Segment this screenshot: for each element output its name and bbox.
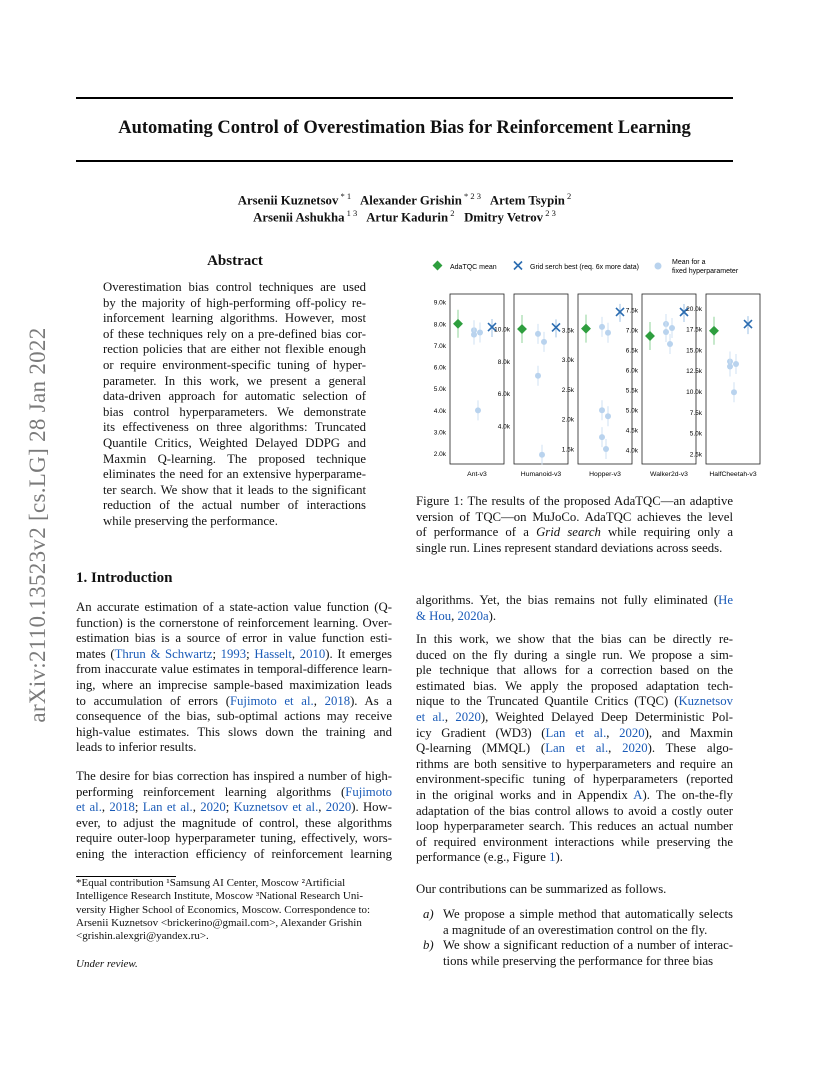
text-line: version of TQC—on MuJoCo. AdaTQC achieves the level xyxy=(416,509,733,524)
adatqc-mean-marker xyxy=(517,324,527,334)
fixed-hyperparameter-point xyxy=(605,330,611,336)
text-line: Overestimation bias control techniques are used xyxy=(103,280,366,294)
citation-link[interactable]: Lan et al. xyxy=(545,725,607,740)
citation-link[interactable]: 2018 xyxy=(109,800,135,815)
footnote xyxy=(76,877,394,943)
text-line: Figure 1: The results of the proposed AdaTQC—an adaptive xyxy=(416,494,733,508)
y-tick-label: 3.0k xyxy=(433,429,446,437)
panel-label: Walker2d-v3 xyxy=(650,471,688,478)
panel-label: Ant-v3 xyxy=(467,471,487,478)
text-line: icy Gradient (WD3) (Lan et al., 2020), and Maxmin xyxy=(416,725,733,740)
contribution-list xyxy=(416,907,733,969)
text-line: environment-specific tuning of hyperparameters (reported xyxy=(416,772,733,787)
fixed-hyperparameter-point xyxy=(599,434,605,440)
footnote-line: <grishin.alexgri@yandex.ru>. xyxy=(76,930,209,943)
citation-link[interactable]: 2020 xyxy=(455,709,481,724)
intro-right-paragraph-1 xyxy=(416,632,733,866)
arxiv-stamp: arXiv:2110.13523v2 [cs.LG] 28 Jan 2022 xyxy=(25,327,50,723)
text-line: performance (e.g., Figure 1). xyxy=(416,850,563,865)
fixed-hyperparameter-point xyxy=(733,361,739,367)
figure-1-chart xyxy=(410,254,757,484)
text-line: Maxmin Q-learning. The proposed technique xyxy=(103,451,366,466)
footnote-line: versity Higher School of Economics, Moscow. Correspondence to: xyxy=(76,903,371,916)
text-line: ing, where an imprecise sample-based maximization leads xyxy=(76,677,392,692)
title-bottom-rule xyxy=(76,160,733,162)
citation-link[interactable]: 2020 xyxy=(619,725,645,740)
y-tick-label: 5.5k xyxy=(625,387,638,395)
text-line: tions while preserving the performance for three bias xyxy=(443,953,714,968)
citation-link[interactable]: 2020 xyxy=(200,800,226,815)
text-line: eliminates the need for an extensive hyperparame- xyxy=(103,467,366,482)
panel-label: Humanoid-v3 xyxy=(520,471,562,478)
legend-label: AdaTQC mean xyxy=(450,264,497,271)
text-line: rithms are both sensitive to hyperparameters and require an xyxy=(416,756,733,771)
footnote-line: Intelligence Research Institute, Moscow ³National Research Uni- xyxy=(76,890,364,903)
text-line: adaptation of the bias control allows to avoid a costly outer xyxy=(416,803,733,818)
citation-link[interactable]: Kuznetsov et al. xyxy=(233,800,319,815)
text-line: of these techniques rely on a pre-defined bias cor- xyxy=(103,326,366,341)
y-tick-label: 6.0k xyxy=(433,364,446,372)
y-tick-label: 7.0k xyxy=(625,327,638,335)
footnote-line: Arsenii Kuznetsov <brickerino@gmail.com>, Alexander Grishin xyxy=(76,916,362,929)
citation-link[interactable]: Fujimoto xyxy=(345,784,392,799)
legend-dot-marker xyxy=(655,263,662,270)
y-tick-label: 7.0k xyxy=(433,342,446,350)
text-line: in the original works and in Appendix A). The on-the-fly xyxy=(416,787,733,802)
list-marker: a) xyxy=(423,907,434,921)
y-tick-label: 2.0k xyxy=(433,451,446,459)
y-tick-label: 6.5k xyxy=(625,347,638,355)
y-tick-label: 10.0k xyxy=(686,388,702,396)
fixed-hyperparameter-point xyxy=(605,413,611,419)
citation-link[interactable]: A xyxy=(633,787,643,802)
author-name: Arsenii Ashukha xyxy=(253,210,345,225)
intro-right-paragraph-2: Our contributions can be summarized as follows. xyxy=(416,882,667,896)
text-line: its effectiveness on three algorithms: Truncated xyxy=(103,420,366,435)
text-line: ening the interaction efficiency of reinforcement learning xyxy=(76,846,392,861)
list-marker: b) xyxy=(423,938,434,953)
text-line: high-value estimates. This slows down the training and xyxy=(76,724,392,739)
abstract-heading: Abstract xyxy=(207,253,263,269)
citation-link[interactable]: 2020a xyxy=(457,608,489,623)
text-line: ple technique that allows for a correction based on the xyxy=(416,663,733,678)
text-line: a magnitude of an overestimation control on the fly. xyxy=(443,922,708,937)
text-line: & Hou, 2020a). xyxy=(416,608,497,623)
citation-link[interactable]: et al. xyxy=(416,709,445,724)
text-line: from inaccurate value estimates in temporal-difference learn- xyxy=(76,662,392,677)
y-tick-label: 7.5k xyxy=(689,409,702,417)
citation-link[interactable]: 2020 xyxy=(622,741,648,756)
text-line: reduction of the actual number of interactions xyxy=(103,498,366,513)
contribution-item xyxy=(416,938,733,969)
author-name: Dmitry Vetrov xyxy=(464,210,544,225)
y-tick-label: 20.0k xyxy=(686,305,702,313)
intro-right-paragraph-0 xyxy=(416,593,733,624)
author-affiliation: * 2 3 xyxy=(461,191,481,201)
citation-link[interactable]: He xyxy=(718,593,733,607)
y-tick-label: 6.0k xyxy=(625,367,638,375)
author-name: Artem Tsypin xyxy=(489,193,565,208)
citation-link[interactable]: 1 xyxy=(549,850,556,865)
citation-link[interactable]: 2018 xyxy=(324,693,351,708)
y-tick-label: 8.0k xyxy=(497,358,510,366)
citation-link[interactable]: 2010 xyxy=(299,646,326,661)
y-tick-label: 1.5k xyxy=(561,446,574,454)
citation-link[interactable]: Hasselt xyxy=(254,646,292,661)
fixed-hyperparameter-point xyxy=(541,339,547,345)
authors-line-1 xyxy=(76,191,733,208)
introduction-heading: 1. Introduction xyxy=(76,570,173,586)
y-tick-label: 2.5k xyxy=(561,386,574,394)
text-line: duced on the fly during a single run. We propose a sim- xyxy=(416,647,733,662)
text-line: et al., 2018; Lan et al., 2020; Kuznetsov et al., 2020). How- xyxy=(76,800,393,815)
intro-paragraph-2 xyxy=(76,769,392,863)
citation-link[interactable]: & Hou xyxy=(416,608,452,623)
text-line: performing reinforcement learning algorithms (Fujimoto xyxy=(76,784,392,799)
adatqc-mean-marker xyxy=(645,331,655,341)
y-tick-label: 6.0k xyxy=(497,391,510,399)
fixed-hyperparameter-point xyxy=(535,331,541,337)
legend-label: Grid serch best (req. 6x more data) xyxy=(530,264,639,271)
text-line: rection policies that are either not flexible enough xyxy=(103,342,366,357)
fixed-hyperparameter-point xyxy=(471,332,477,338)
y-tick-label: 10.0k xyxy=(494,326,510,334)
panel-frame xyxy=(642,294,696,464)
text-line: ever, to adjust the magnitude of control, these algorithms xyxy=(76,815,392,830)
contribution-item xyxy=(416,907,733,938)
y-tick-label: 3.5k xyxy=(561,327,574,335)
fixed-hyperparameter-point xyxy=(599,324,605,330)
text-line: We propose a simple method that automatically selects xyxy=(443,907,733,921)
fixed-hyperparameter-point xyxy=(539,452,545,458)
emphasis: Grid search xyxy=(536,525,601,540)
author-name: Alexander Grishin xyxy=(360,193,462,208)
text-line: leads to inferior results. xyxy=(76,740,197,755)
legend-x-marker xyxy=(514,262,522,270)
y-tick-label: 4.0k xyxy=(625,447,638,455)
fixed-hyperparameter-point xyxy=(667,341,673,347)
fixed-hyperparameter-point xyxy=(535,373,541,379)
text-line: or require environment-specific tuning of hyper- xyxy=(103,357,366,372)
legend-label: fixed hyperparameter xyxy=(672,268,739,275)
text-line: Q-learning (MMQL) (Lan et al., 2020). These algo- xyxy=(416,741,734,756)
legend-label: Mean for a xyxy=(672,259,706,266)
author-affiliation: 1 3 xyxy=(344,208,358,218)
author-affiliation: 2 xyxy=(564,191,572,201)
text-line: Quantile Critics, Weighted Delayed DDPG and xyxy=(103,435,366,450)
y-tick-label: 7.5k xyxy=(625,307,638,315)
citation-link[interactable]: 1993 xyxy=(220,646,247,661)
y-tick-label: 12.5k xyxy=(686,368,702,376)
adatqc-mean-marker xyxy=(709,326,719,336)
y-tick-label: 4.0k xyxy=(497,423,510,431)
fixed-hyperparameter-point xyxy=(669,325,675,331)
footnote-line: *Equal contribution ¹Samsung AI Center, Moscow ²Artificial xyxy=(76,877,346,889)
text-line: by the majority of high-performing off-policy re- xyxy=(103,295,366,310)
abstract-body xyxy=(103,280,366,530)
fixed-hyperparameter-point xyxy=(727,364,733,370)
text-line: The desire for bias correction has inspired a number of high- xyxy=(76,769,392,783)
fixed-hyperparameter-point xyxy=(475,407,481,413)
text-line: et al., 2020), Weighted Delayed Deep Deterministic Pol- xyxy=(416,709,734,724)
y-tick-label: 5.0k xyxy=(433,386,446,394)
figure-caption xyxy=(416,494,733,556)
citation-link[interactable]: Thrun & Schwartz xyxy=(114,646,213,661)
text-line: loop hyperparameter search. This reduces an actual number xyxy=(416,819,733,834)
text-line: mates (Thrun & Schwartz; 1993; Hasselt, 2010). It emerges xyxy=(76,646,393,661)
citation-link[interactable]: Lan et al. xyxy=(142,800,193,815)
text-line: inforcement learning algorithms. However, most xyxy=(103,311,366,326)
text-line: ter search. We show that it leads to the significant xyxy=(103,482,366,497)
y-tick-label: 2.0k xyxy=(561,416,574,424)
text-line: parameter. In this work, we present a general xyxy=(103,373,366,388)
text-line: of required environment interactions while preserving the xyxy=(416,834,733,849)
citation-link[interactable]: Kuznetsov xyxy=(678,694,733,709)
panel-label: Hopper-v3 xyxy=(589,471,621,478)
paper-title: Automating Control of Overestimation Bias for Reinforcement Learning xyxy=(118,118,691,138)
author-affiliation: 2 xyxy=(448,208,455,218)
text-line: data-driven approach for automatic selection of xyxy=(103,389,366,404)
author-name: Artur Kadurin xyxy=(366,210,449,225)
citation-link[interactable]: et al. xyxy=(76,800,102,815)
text-line: of performance of a Grid search while requiring only a xyxy=(416,525,733,540)
y-tick-label: 5.0k xyxy=(689,430,702,438)
author-name: Arsenii Kuznetsov xyxy=(237,193,339,208)
fixed-hyperparameter-point xyxy=(599,407,605,413)
intro-paragraph-1 xyxy=(76,600,392,756)
panel-label: HalfCheetah-v3 xyxy=(709,471,757,478)
fixed-hyperparameter-point xyxy=(663,329,669,335)
y-tick-label: 4.0k xyxy=(433,407,446,415)
text-line: consequence of the bias, sub-optimal actions may receive xyxy=(76,709,392,724)
citation-link[interactable]: 2020 xyxy=(325,800,352,815)
y-tick-label: 15.0k xyxy=(686,347,702,355)
text-line: estimated bias. We apply the proposed adaptation tech- xyxy=(416,678,733,693)
text-line: bias control hyperparameters. We demonstrate xyxy=(103,404,366,419)
text-line: require outer-loop hyperparameter tuning, effectively, wors- xyxy=(76,831,392,846)
y-tick-label: 2.5k xyxy=(689,451,702,459)
text-line: function) is the cornerstone of reinforcement learning. Over- xyxy=(76,615,392,630)
text-line: single run. Lines represent standard deviations across seeds. xyxy=(416,540,723,555)
text-line: An accurate estimation of a state-action value function (Q- xyxy=(76,600,392,614)
adatqc-mean-marker xyxy=(453,319,463,329)
y-tick-label: 8.0k xyxy=(433,321,446,329)
y-tick-label: 4.5k xyxy=(625,427,638,435)
y-tick-label: 9.0k xyxy=(433,299,446,307)
y-tick-label: 3.0k xyxy=(561,357,574,365)
citation-link[interactable]: Fujimoto et al. xyxy=(229,693,314,708)
text-line: to accumulation of errors (Fujimoto et al., 2018). As a xyxy=(76,693,392,708)
fixed-hyperparameter-point xyxy=(477,329,483,335)
citation-link[interactable]: Lan et al. xyxy=(545,741,609,756)
author-affiliation: 2 3 xyxy=(543,208,556,218)
top-rule xyxy=(76,97,733,99)
text-line: algorithms. Yet, the bias remains not fully eliminated (He xyxy=(416,593,733,607)
fixed-hyperparameter-point xyxy=(603,446,609,452)
fixed-hyperparameter-point xyxy=(731,389,737,395)
text-line: estimation bias is a source of error in value function esti- xyxy=(76,631,392,646)
text-line: In this work, we show that the bias can be directly re- xyxy=(416,632,733,646)
text-line: nique to the Truncated Quantile Critics (TQC) (Kuznetsov xyxy=(416,694,733,709)
text-line: while preserving the performance. xyxy=(103,513,278,528)
author-affiliation: * 1 xyxy=(338,191,352,201)
y-tick-label: 17.5k xyxy=(686,326,702,334)
legend-diamond-marker xyxy=(433,261,443,271)
authors-line-2 xyxy=(76,208,733,225)
y-tick-label: 5.0k xyxy=(625,407,638,415)
adatqc-mean-marker xyxy=(581,324,591,334)
under-review-note: Under review. xyxy=(76,958,138,970)
text-line: We show a significant reduction of a number of interac- xyxy=(443,938,733,953)
